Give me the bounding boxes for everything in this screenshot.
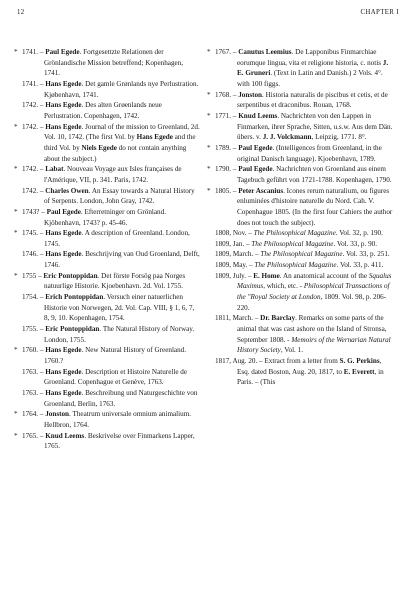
bibliography-entry <box>207 47 393 90</box>
entry-text: . Icones rerum naturalium, ou figures enluminées d'histoire naturelle du Nord. Cah. V. Copenhague 1805. (In the first four Cahiers the author does not touch the subject). <box>237 186 393 227</box>
entry-text: . Nachrichten von den Lappen in Finmarken, ihrer Sprache, Sitten, u.s.w. Aus dem Dän. übers. v. <box>237 111 393 142</box>
author-name: E. Home <box>253 271 280 280</box>
entry-text: 1767. – <box>215 48 239 56</box>
bibliography-entry <box>207 164 393 185</box>
publication-title: The Philosophical Magazine <box>254 261 337 270</box>
author-name: Paul Egede <box>46 207 81 216</box>
asterisk-marker: * <box>207 90 211 99</box>
asterisk-marker: * <box>207 165 211 174</box>
entry-text: 1763. – <box>22 389 46 397</box>
entry-text: , 1809. Vol. 98, p. 206-220. <box>237 293 387 312</box>
asterisk-marker: * <box>14 165 18 174</box>
bibliography-entry <box>215 271 393 314</box>
author-name: Hans Egede <box>45 229 82 238</box>
entry-text: . Vol. 32, p. 190. <box>335 229 383 238</box>
entry-text: . Beschreibung und Naturgeschichte von Groenland, Berlin, 1763. <box>44 389 198 408</box>
entry-text: 1743? – <box>22 207 47 216</box>
asterisk-marker: * <box>14 410 18 419</box>
bibliography-entry <box>22 324 200 345</box>
entry-text: do not contain anything about the subject.) <box>44 143 187 163</box>
bibliography-entry <box>215 260 393 271</box>
entry-text: . Theatrum universale omnium animalium. Hellbron, 1764. <box>44 410 192 429</box>
entry-text: . (Intelligences from Greenland, in the original Danisch language). Kjoebenhavn, 1789. <box>237 143 382 163</box>
author-name: Jonston <box>238 90 263 99</box>
author-name: J. E. Gruneri <box>237 58 389 78</box>
author-name: Hans Egede <box>45 79 82 88</box>
bibliography-entry <box>22 388 200 409</box>
chapter-title: CHAPTER I <box>360 9 399 16</box>
entry-text: . Description et Histoire Naturelle de Groenland. Copenhague et Genève, 1763. <box>44 367 188 387</box>
author-name: J. J. Volckmann <box>262 133 312 142</box>
bibliography-entry <box>22 79 200 100</box>
author-name: Eric Pontoppidan <box>43 271 98 280</box>
publication-title: Memoirs of the Wernarian Natural History Society <box>237 335 391 355</box>
entry-text: . Det förste Forsög paa Norges natuurlige Historie. Kjoebenhavn. 2d. Vol. 1755. <box>44 271 186 291</box>
asterisk-marker: * <box>207 143 211 152</box>
left-column <box>14 47 200 452</box>
bibliography-entry <box>14 47 200 79</box>
asterisk-marker: * <box>14 431 18 440</box>
entry-text: . Journal of the mission to Greenland, 2d. Vol. 10, 1742. (The first Vol. by <box>44 122 200 142</box>
right-column <box>207 47 393 388</box>
bibliography-entry <box>22 292 200 324</box>
asterisk-marker: * <box>14 346 18 355</box>
bibliography-entry <box>14 345 200 366</box>
page-number: 12 <box>17 9 25 16</box>
bibliography-entry <box>215 313 393 356</box>
author-name: Hans Egede <box>45 367 82 376</box>
publication-title: Squalus Maximus <box>237 271 392 291</box>
entry-text: , which, etc. - <box>263 282 304 291</box>
entry-text: 1805. – <box>215 186 239 195</box>
bibliography-entry <box>22 186 200 207</box>
entry-text: . Des alten Grøenlands neue Perlustration. Copenhagen, 1742. <box>44 101 162 120</box>
entry-text: . Nachrichten von Groenland aus einem Tagebuch geführt von 1721-1788. Kopenhagen, 1790. <box>237 165 392 184</box>
asterisk-marker: * <box>207 186 211 195</box>
asterisk-marker: * <box>14 122 18 131</box>
author-name: Paul Egede <box>45 48 80 56</box>
entry-text: . An Essay towards a Natural History of Serpents. London, John Gray, 1742. <box>44 186 195 206</box>
bibliography-entry <box>215 239 393 250</box>
author-name: Hans Egede <box>45 122 82 131</box>
entry-text: 1755 – <box>22 271 44 280</box>
entry-text: . Historia naturalis de piscibus et cetis, et de serpentibus et draconibus. Rouan, 1768. <box>237 90 388 110</box>
entry-text: . Det gamle Grønlands nye Perlustration. Kjøbenhavn, 1741. <box>44 79 199 99</box>
bibliography-entry <box>215 249 393 260</box>
bibliography-entry <box>207 90 393 111</box>
entry-text: . Efterretninger om Grönland. Kjöbenhavn, 1743? p. 45-46. <box>44 207 166 227</box>
bibliography-entry <box>14 122 200 165</box>
entry-text: . Beskrivelse over Finmarkens Lapper, 1765. <box>44 431 195 451</box>
publication-title: The Philosophical Magazine <box>253 229 336 238</box>
author-name: Peter Ascanius <box>238 186 284 195</box>
entry-text: . A description of Greenland. London, 1745. <box>44 229 190 248</box>
page-header <box>17 9 399 21</box>
entry-text: 1745. – <box>22 229 46 238</box>
bibliography-entry <box>207 143 393 164</box>
entry-text: 1764. – <box>22 410 46 419</box>
asterisk-marker: * <box>14 48 18 56</box>
bibliography-entry <box>215 228 393 239</box>
bibliography-entry <box>215 356 393 388</box>
bibliography-entry <box>207 111 393 143</box>
publication-title: The Philosophical Magazine <box>260 250 343 259</box>
entry-text: 1763. – <box>22 367 46 376</box>
entry-text: 1765. – <box>22 431 46 440</box>
author-name: Hans Egede <box>45 346 82 355</box>
entry-text: , Vol. 1. <box>280 346 303 355</box>
entry-text: 1742. – <box>22 122 46 131</box>
author-name: Paul Egede <box>238 165 273 174</box>
publication-title: Philosophical Transactions of the "Royal Society at London <box>237 282 390 302</box>
author-name: Niels Egede <box>81 143 117 152</box>
asterisk-marker: * <box>14 271 18 280</box>
asterisk-marker: * <box>14 229 18 238</box>
entry-text: . De Lapponibus Finmarchiae eorumque lingua, vita et religione historia, c. notis <box>237 48 383 67</box>
entry-text: . Vol. 33, p. 90. <box>333 239 377 248</box>
bibliography-entry <box>14 228 200 249</box>
entry-text: . Remarks on some parts of the animal that was cast ashore on the Island of Stronsa, September 1808. - <box>237 314 387 344</box>
bibliography-entry <box>22 100 200 121</box>
entry-text: . Beschrijving van Oud Groenland, Delft, 1746. <box>44 250 200 270</box>
entry-text: . (Text in Latin and Danish.) 2 Vols. 4°. with 100 figgs. <box>237 69 383 88</box>
bibliography-entry <box>14 207 200 228</box>
entry-text: , Esq. dated Boston, Aug. 20, 1817, to <box>237 357 382 376</box>
entry-text: 1746. – <box>22 250 46 259</box>
entry-text: 1742. – <box>22 101 46 110</box>
entry-text: 1811, March. – <box>215 314 261 323</box>
author-name: Hans Egede <box>45 389 82 397</box>
entry-text: . New Natural History of Greenland. 1760.? <box>44 346 187 366</box>
entry-text: , Leipzig, 1771. 8°. <box>311 133 367 142</box>
author-name: Hans Egede <box>136 133 173 142</box>
entry-text: 1771. – <box>215 111 239 120</box>
publication-title: The Philosophical Magazine <box>251 239 334 248</box>
asterisk-marker: * <box>207 48 211 56</box>
entry-text: 1768. – <box>215 90 239 99</box>
author-name: Erich Pontoppidan <box>45 293 104 302</box>
author-name: Paul Egede <box>238 143 273 152</box>
entry-text: 1741. – <box>22 79 46 88</box>
entry-text: and the third Vol. by <box>44 133 196 152</box>
entry-text: 1809, March. – <box>215 250 261 259</box>
author-name: Labat <box>45 165 64 174</box>
entry-text: . Vol. 33, p. 411. <box>336 261 384 270</box>
bibliography-entry <box>22 367 200 388</box>
entry-text: 1754. – <box>22 293 46 302</box>
entry-text: 1741. – <box>22 48 46 56</box>
asterisk-marker: * <box>207 111 211 120</box>
entry-text: . Fortgesettzte Relationen der Grönlandische Mission betreffend; Kopenhagen, 1741. <box>44 48 184 78</box>
author-name: Jonston <box>45 410 70 419</box>
entry-text: . The Natural History of Norway. London, 1755. <box>44 325 195 344</box>
author-name: E. Everett <box>343 367 375 376</box>
author-name: S. G. Perkins <box>339 357 380 366</box>
author-name: Knud Leems <box>45 431 85 440</box>
entry-text: . Vol. 33, p. 251. <box>342 250 390 259</box>
entry-text: , in Paris. – (This <box>237 367 384 387</box>
bibliography-entry <box>14 409 200 430</box>
bibliography-entry <box>14 271 200 292</box>
entry-text: . Versuch einer natuerlichen Historie von Norwegen, 2d. Vol. Cap. VIII, § 1, 6, 7, 8, 9, 10. Kopenhagen, 1754. <box>44 293 195 323</box>
entry-text: 1809, Jan. – <box>215 239 252 248</box>
author-name: Knud Leems <box>238 111 278 120</box>
entry-text: . An anatomical account of the <box>279 271 369 280</box>
entry-text: . Nouveau Voyage aux Isles françaises de l'Amérique, VII, p. 341. Paris, 1742. <box>44 165 182 184</box>
author-name: Dr. Barclay <box>260 314 296 323</box>
author-name: Hans Egede <box>45 101 82 110</box>
author-name: Canutus Leemius <box>238 48 292 56</box>
author-name: Eric Pontoppidan <box>45 325 100 334</box>
bibliography-entry <box>22 249 200 270</box>
bibliography-entry <box>14 164 200 185</box>
entry-text: 1790. – <box>215 165 239 174</box>
entry-text: 1817, Aug. 20. – Extract from a letter from <box>215 357 340 366</box>
entry-text: 1789. – <box>215 143 239 152</box>
bibliography-entry <box>14 431 200 452</box>
entry-text: 1808, Nov. – <box>215 229 254 238</box>
author-name: Charles Owen <box>45 186 89 195</box>
entry-text: 1742. – <box>22 165 46 174</box>
entry-text: 1760. – <box>22 346 46 355</box>
entry-text: 1809, May. – <box>215 261 255 270</box>
entry-text: 1755. – <box>22 325 46 334</box>
asterisk-marker: * <box>14 207 18 216</box>
author-name: Hans Egede <box>45 250 82 259</box>
entry-text: 1809, July. – <box>215 271 254 280</box>
bibliography-entry <box>207 186 393 229</box>
entry-text: 1742. – <box>22 186 46 195</box>
